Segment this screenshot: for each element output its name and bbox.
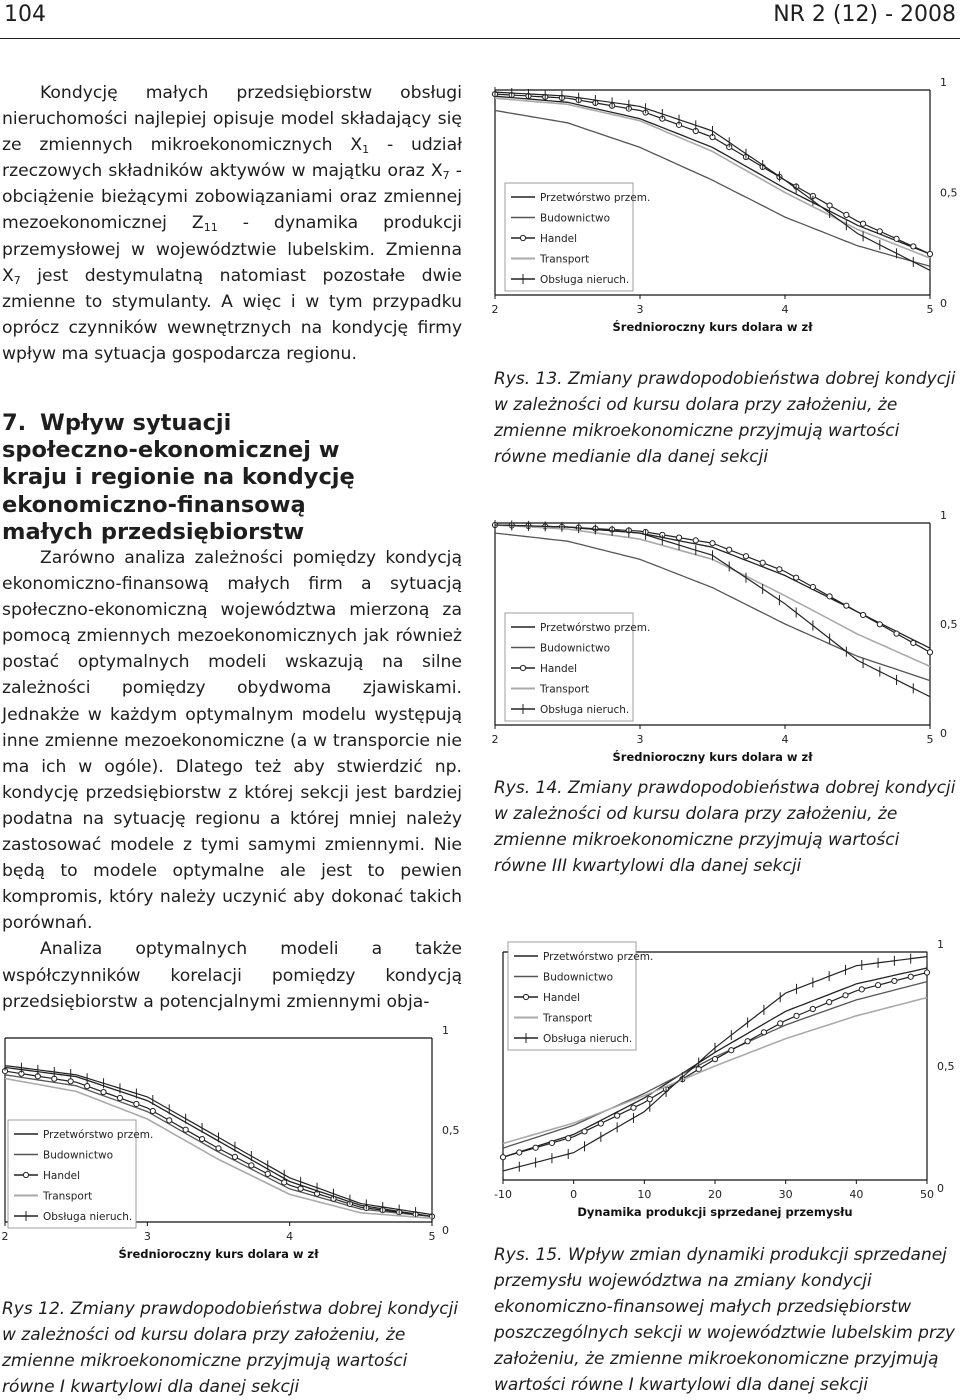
y-tick-label: 0: [442, 1224, 449, 1237]
page-header: [0, 0, 960, 39]
series-marker-circle: [843, 993, 848, 998]
subscript: 11: [203, 221, 218, 235]
series-marker-circle: [908, 974, 913, 979]
y-tick-label: 0,5: [940, 618, 958, 631]
x-tick-label: 0: [570, 1188, 578, 1201]
section-title-text: Wpływ sytuacji społeczno-ekonomicznej w kraju i regionie na kondycję ekonomiczno-finansową małych przedsiębiorstw: [2, 410, 355, 545]
chart-rys14: [490, 505, 960, 775]
chart-rys13: [490, 65, 960, 350]
y-tick-label: 0,5: [937, 1060, 955, 1073]
x-tick-label: 3: [143, 1230, 151, 1243]
legend-marker-circle: [520, 665, 525, 670]
y-tick-label: 0: [937, 1182, 944, 1195]
legend-entry: Handel: [43, 1170, 81, 1182]
chart-legend: [505, 183, 650, 291]
legend-entry: Budownictwo: [540, 212, 611, 225]
chart-legend: [508, 942, 653, 1050]
legend-entry: Budownictwo: [543, 971, 614, 984]
y-tick-label: 1: [940, 76, 947, 89]
series-marker-circle: [167, 1118, 172, 1123]
series-marker-circle: [631, 1105, 636, 1110]
x-tick-label: 30: [778, 1188, 793, 1201]
x-tick-label: 3: [636, 733, 644, 746]
caption-rys13: Rys. 13. Zmiany prawdopodobieństwa dobrej kondycji w zależności od kursu dolara przy założeniu, że zmienne mikroekonomiczne przyjmują wartości równe medianie dla danej sekcji: [494, 369, 956, 467]
x-tick-label: 5: [926, 733, 934, 746]
paragraph-1-text: [2, 80, 462, 367]
series-marker-circle: [710, 541, 715, 546]
series-marker-circle: [676, 535, 681, 540]
series-marker-circle: [844, 603, 849, 608]
paragraph-2: [2, 545, 462, 1015]
x-axis-label: Średnioroczny kurs dolara w zł: [118, 1247, 319, 1261]
chart-rys15: [490, 930, 960, 1230]
x-tick-label: 2: [491, 733, 499, 746]
chart-legend: [8, 1120, 153, 1228]
x-tick-label: 5: [926, 303, 934, 316]
series-marker-circle: [827, 594, 832, 599]
text-run: - obciążenie bieżącymi zobowiązaniami oraz zmiennej mezoekonomicznej Z: [2, 161, 463, 234]
caption-rys14: Rys. 14. Zmiany prawdopodobieństwa dobrej kondycji w zależności od kursu dolara przy założeniu, że zmienne mikroekonomiczne przyjmują wartości równe III kwartylowi dla danej sekcji: [494, 778, 956, 876]
series-marker-circle: [265, 1171, 270, 1176]
y-tick-label: 0: [940, 297, 947, 310]
legend-entry: Przetwórstwo przem.: [540, 192, 651, 204]
series-marker-circle: [183, 1127, 188, 1132]
series-marker-circle: [844, 212, 849, 217]
y-tick-label: 0,5: [940, 186, 958, 200]
subscript: 7: [442, 169, 450, 183]
chart-legend: [505, 613, 650, 721]
x-tick-label: 5: [428, 1230, 436, 1243]
series-marker-circle: [712, 1057, 717, 1062]
x-tick-label: 40: [849, 1188, 864, 1201]
series-marker-circle: [794, 1013, 799, 1018]
y-tick-label: 1: [442, 1024, 449, 1037]
legend-entry: Transport: [43, 1190, 93, 1203]
series-marker-circle: [500, 1155, 505, 1160]
series-marker-circle: [778, 1021, 783, 1026]
series-marker-circle: [827, 203, 832, 208]
series-marker-circle: [727, 547, 732, 552]
legend-entry: Obsługa nieruch.: [540, 274, 630, 286]
x-tick-label: 4: [286, 1230, 294, 1243]
text-run: - dynamika produkcji przemysłowej w województwie lubelskim. Zmienna X: [2, 213, 462, 286]
series-marker-circle: [647, 1097, 652, 1102]
chart-rys12: [0, 1010, 465, 1285]
series-marker-circle: [729, 1048, 734, 1053]
series-marker-circle: [615, 1113, 620, 1118]
series-marker-circle: [794, 575, 799, 580]
paragraph-2-text: Zarówno analiza zależności pomiędzy kondycją ekonomiczno-finansową małych firm a sytuacją społeczno-ekonomiczną województwa mierzoną za pomocą zmiennych mezoekonomicznych jak również postać optymalnych modeli wskazują na silne zależności pomiędzy obydwoma zjawiskami. Jednakże w każdym optymalnym modelu występują inne zmienne mezoekonomiczne (a w transporcie nie ma ich w ogóle). Dlatego też aby stwierdzić np. kondycję przedsiębiorstw z której sekcji jest bardziej podatna na sytuację regionu a której mniej należy zastosować modele z tymi samymi zmiennymi. Nie będą to modele optymalne ale jest to pewien kompromis, który należy uczynić aby dokonać takich porównań.: [2, 548, 462, 934]
series-marker-circle: [860, 221, 865, 226]
series-marker-circle: [810, 1006, 815, 1011]
series-marker-circle: [232, 1154, 237, 1159]
y-tick-label: 1: [937, 938, 944, 951]
series-marker-circle: [566, 1136, 571, 1141]
legend-marker-circle: [520, 235, 525, 240]
x-tick-label: 4: [781, 303, 789, 316]
legend-entry: Transport: [540, 683, 590, 696]
series-marker-circle: [743, 554, 748, 559]
series-marker-circle: [911, 244, 916, 249]
series-marker-circle: [927, 251, 932, 256]
series-marker-circle: [827, 1000, 832, 1005]
section-heading: [2, 410, 372, 546]
section-number: 7.: [2, 410, 27, 436]
y-tick-label: 0: [940, 727, 947, 740]
series-marker-circle: [117, 1095, 122, 1100]
series-marker-circle: [85, 1084, 90, 1089]
series-marker-circle: [533, 1145, 538, 1150]
y-tick-label: 1: [940, 509, 947, 522]
x-axis-label: Średnioroczny kurs dolara w zł: [612, 750, 813, 764]
legend-entry: Handel: [540, 663, 578, 675]
x-axis-label: Średnioroczny kurs dolara w zł: [612, 320, 813, 334]
x-tick-label: 20: [708, 1188, 722, 1201]
subscript: 1: [362, 143, 370, 157]
legend-entry: Obsługa nieruch.: [543, 1033, 633, 1045]
series-marker-circle: [249, 1163, 254, 1168]
text-run: jest destymulatną natomiast pozostałe dwie zmienne to stymulanty. A więc i w tym przypadku oprócz czynników wewnętrznych na kondycję firmy wpływ ma sytuacja gospodarcza regionu.: [2, 265, 462, 364]
series-marker-circle: [760, 560, 765, 565]
series-marker-circle: [810, 584, 815, 589]
legend-entry: Handel: [543, 992, 581, 1004]
paragraph-3-text: Analiza optymalnych modeli a także współczynników korelacji pomiędzy kondycją przedsiębiorstw a potencjalnymi zmiennymi obja-: [2, 939, 462, 1012]
x-tick-label: 4: [781, 733, 789, 746]
series-marker-circle: [892, 978, 897, 983]
legend-entry: Transport: [543, 1012, 593, 1025]
series-marker-circle: [894, 631, 899, 636]
text-run: - udział rzeczowych składników aktywów w majątku oraz X: [2, 135, 462, 182]
legend-entry: Handel: [540, 233, 578, 245]
legend-entry: Przetwórstwo przem.: [43, 1129, 154, 1141]
series-marker-circle: [199, 1136, 204, 1141]
y-tick-label: 0,5: [442, 1124, 460, 1137]
series-marker-circle: [761, 1030, 766, 1035]
legend-entry: Obsługa nieruch.: [43, 1211, 133, 1223]
series-marker-circle: [927, 650, 932, 655]
legend-entry: Przetwórstwo przem.: [543, 951, 654, 963]
series-marker-circle: [877, 229, 882, 234]
series-marker-circle: [134, 1101, 139, 1106]
paragraph-1: [2, 80, 462, 367]
x-tick-label: -10: [494, 1188, 512, 1201]
x-axis-label: Dynamika produkcji sprzedanej przemysłu: [577, 1205, 853, 1219]
x-tick-label: 50: [920, 1188, 934, 1201]
legend-marker-circle: [523, 994, 528, 999]
page-number: 104: [4, 2, 46, 27]
series-marker-circle: [598, 1121, 603, 1126]
series-marker-circle: [877, 622, 882, 627]
series-marker-circle: [282, 1180, 287, 1185]
series-marker-circle: [68, 1079, 73, 1084]
series-marker-circle: [859, 987, 864, 992]
x-tick-label: 2: [1, 1230, 9, 1243]
text-run: Kondycję małych przedsiębiorstw obsługi nieruchomości najlepiej opisuje model składający się ze zmiennych mikroekonomicznych X: [2, 83, 462, 156]
legend-entry: Przetwórstwo przem.: [540, 622, 651, 634]
series-marker-circle: [911, 640, 916, 645]
series-marker-circle: [875, 983, 880, 988]
caption-rys12: Rys 12. Zmiany prawdopodobieństwa dobrej kondycji w zależności od kursu dolara przy założeniu, że zmienne mikroekonomiczne przyjmują wartości równe I kwartylowi dla danej sekcji: [2, 1299, 459, 1397]
series-marker-circle: [924, 970, 929, 975]
legend-entry: Transport: [540, 253, 590, 266]
legend-marker-circle: [23, 1172, 28, 1177]
series-marker-circle: [101, 1089, 106, 1094]
x-tick-label: 10: [637, 1188, 652, 1201]
legend-entry: Budownictwo: [540, 642, 611, 655]
subscript: 7: [13, 273, 21, 287]
x-tick-label: 3: [636, 303, 644, 316]
x-tick-label: 2: [491, 303, 499, 316]
series-marker-circle: [894, 236, 899, 241]
legend-entry: Budownictwo: [43, 1149, 114, 1162]
issue-label: NR 2 (12) - 2008: [773, 2, 956, 27]
series-marker-circle: [745, 1039, 750, 1044]
caption-rys15: Rys. 15. Wpływ zmian dynamiki produkcji sprzedanej przemysłu województwa na zmiany kondycji ekonomiczno-finansowej małych przedsiębiorstw poszczególnych sekcji w województwie lubelskim przy założeniu, że zmienne mikroekonomiczne przyjmują wartości równe I kwartylowi dla danej sekcji: [494, 1245, 955, 1395]
series-marker-circle: [517, 1150, 522, 1155]
series-marker-circle: [777, 567, 782, 572]
series-marker-circle: [582, 1129, 587, 1134]
series-marker-circle: [860, 612, 865, 617]
legend-entry: Obsługa nieruch.: [540, 704, 630, 716]
series-marker-circle: [150, 1108, 155, 1113]
series-marker-circle: [549, 1140, 554, 1145]
series-marker-circle: [693, 538, 698, 543]
series-marker-circle: [216, 1146, 221, 1151]
